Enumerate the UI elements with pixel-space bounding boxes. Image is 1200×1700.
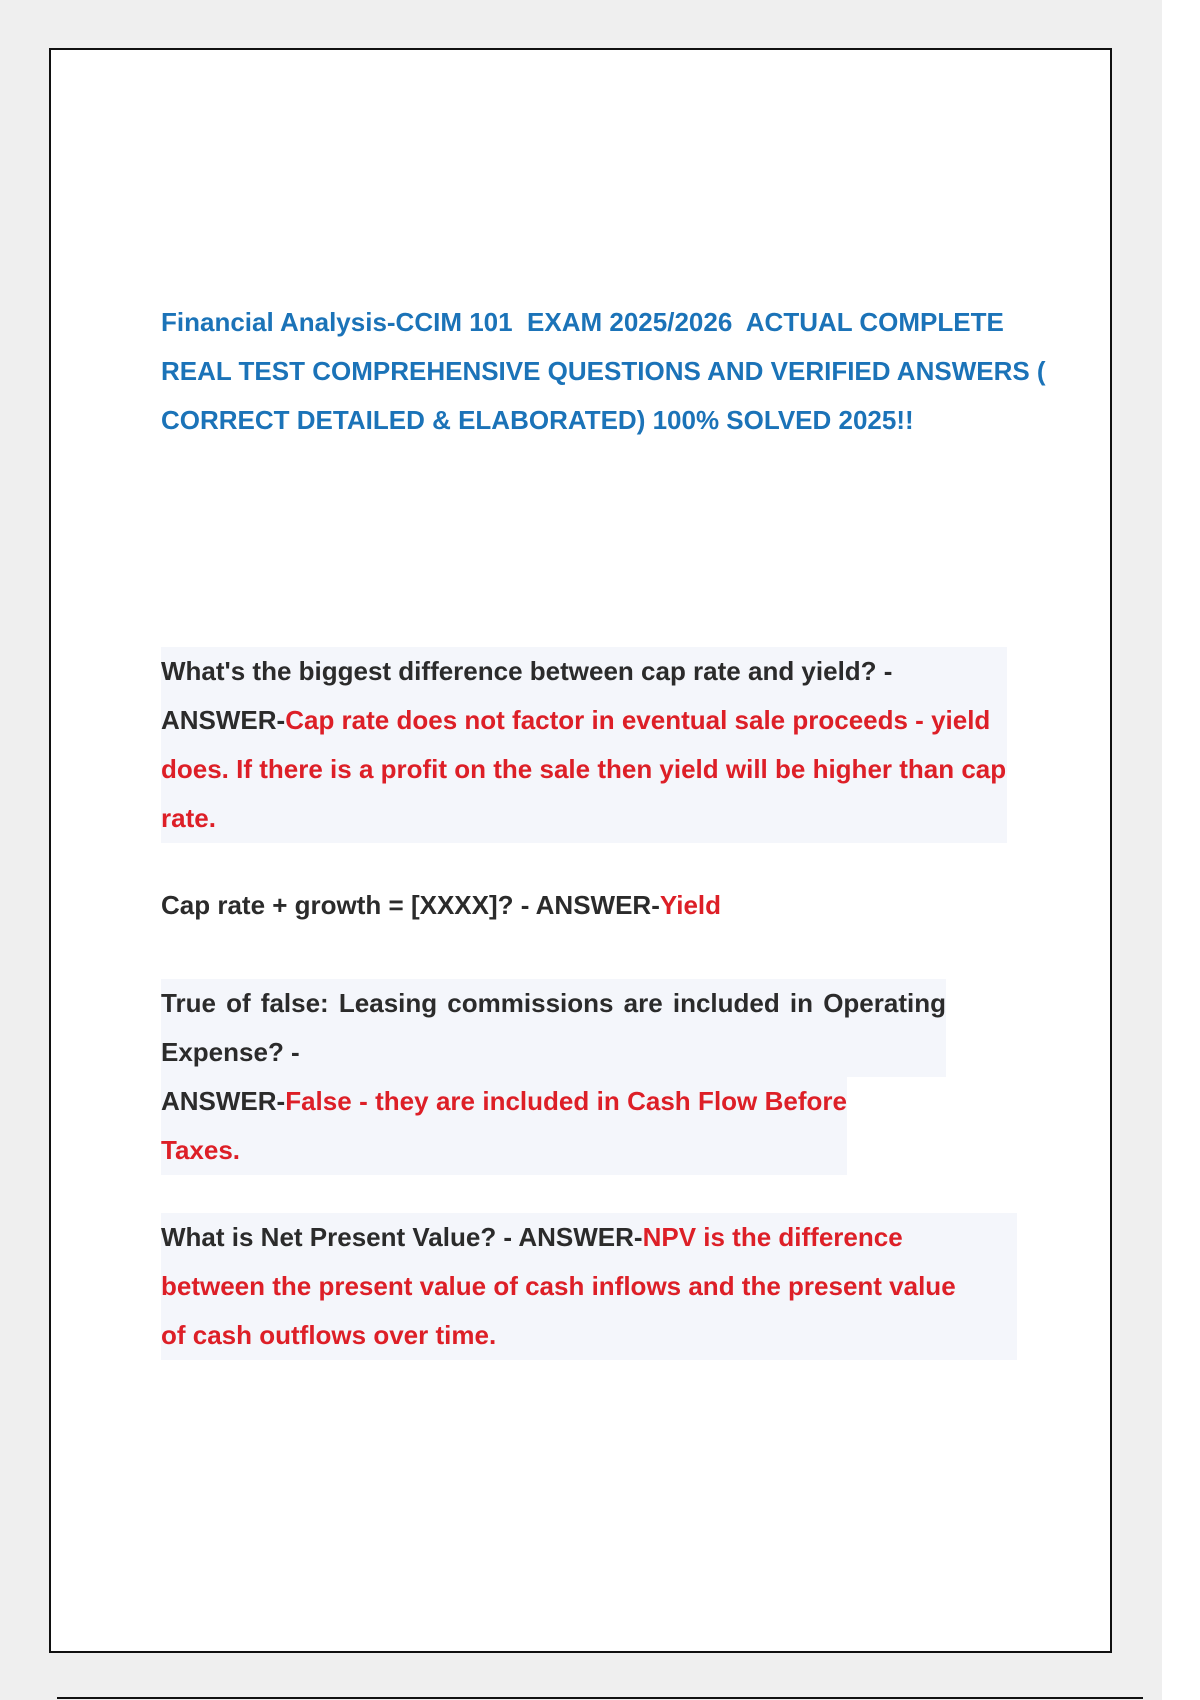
document-title: Financial Analysis-CCIM 101 EXAM 2025/2026 ACTUAL COMPLETE REAL TEST COMPREHENSIVE QUESTIONS AND VERIFIED ANSWERS ( CORRECT DETAILED & ELABORATED) 100% SOLVED 2025!! [161,307,1053,435]
qa-item-2 [161,881,1007,930]
answer-label-3: ANSWER- [161,1086,286,1116]
answer-1: Cap rate does not factor in eventual sale proceeds - yield does. If there is a profit on the sale then yield will be higher than cap rate. [161,705,1007,833]
answer-label-4: ANSWER- [518,1222,643,1252]
answer-label-1: ANSWER- [161,705,286,735]
answer-3: False - they are included in Cash Flow Before Taxes. [161,1086,847,1165]
answer-4: NPV is the difference between the present value of cash inflows and the present value of cash outflows over time. [161,1222,956,1350]
question-3: True of false: Leasing commissions are included in Operating Expense? - [161,988,946,1067]
question-1: What's the biggest difference between cap rate and yield? - [161,656,893,686]
answer-2: Yield [659,890,722,920]
answer-label-2: ANSWER- [535,890,660,920]
page-bottom-rule [57,1697,1143,1699]
right-margin-strip [1162,0,1200,1700]
document-page [49,48,1112,1653]
qa-item-3 [161,979,946,1077]
qa-item-4 [161,1213,1017,1360]
question-2: Cap rate + growth = [XXXX]? - [161,890,536,920]
qa-item-1 [161,647,1007,843]
question-4: What is Net Present Value? - [161,1222,519,1252]
qa-item-3-answer [161,1077,847,1175]
